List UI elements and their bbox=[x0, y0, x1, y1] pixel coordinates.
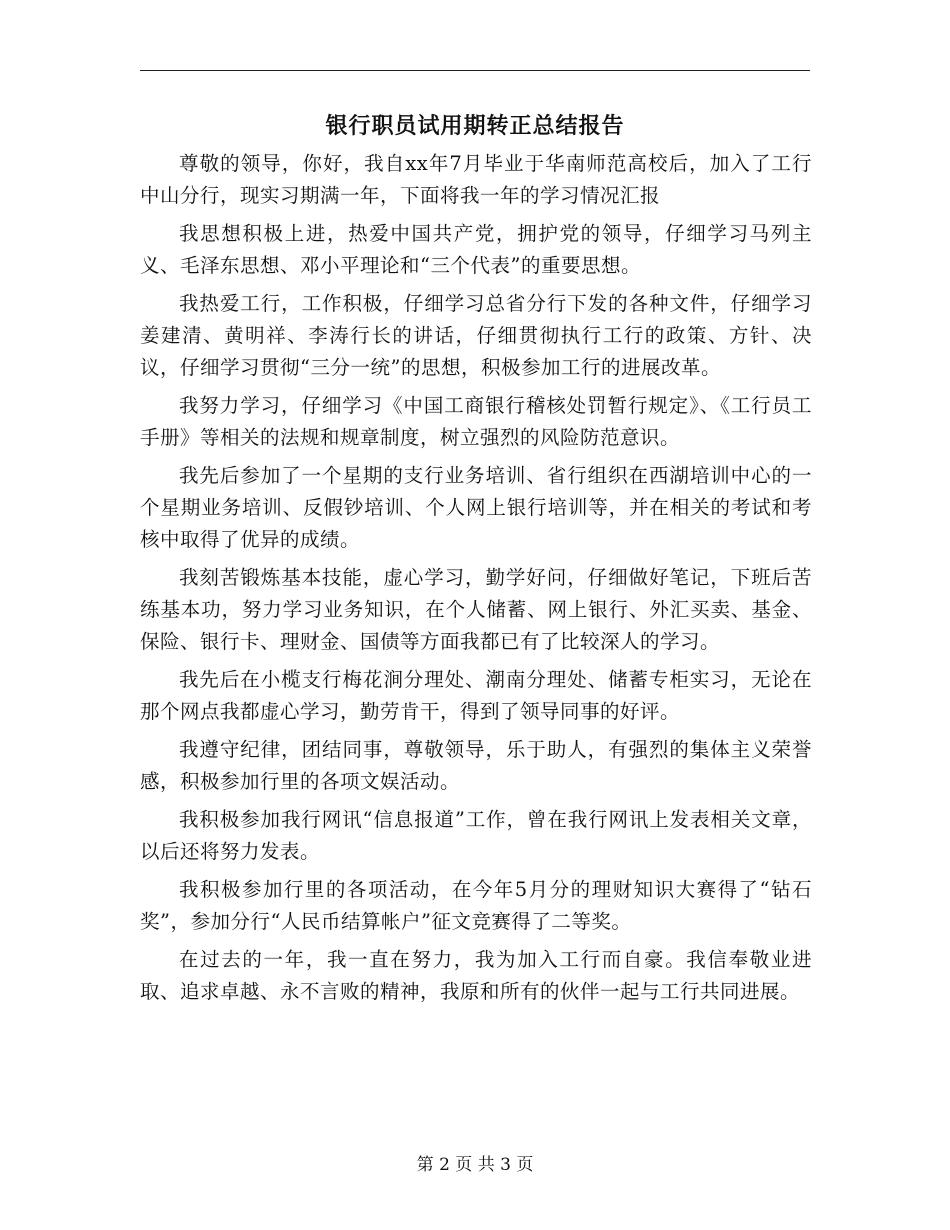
paragraph-5: 我先后参加了一个星期的支行业务培训、省行组织在西湖培训中心的一个星期业务培训、反假钞培训、个人网上银行培训等，并在相关的考试和考核中取得了优异的成绩。 bbox=[140, 464, 812, 551]
paragraph-6: 我刻苦锻炼基本技能，虚心学习，勤学好问，仔细做好笔记，下班后苦练基本功，努力学习业务知识，在个人储蓄、网上银行、外汇买卖、基金、保险、银行卡、理财金、国债等方面我都已有了比较深人的学习。 bbox=[140, 566, 812, 653]
document-body bbox=[140, 148, 812, 1014]
paragraph-4: 我努力学习，仔细学习《中国工商银行稽核处罚暂行规定》、《工行员工手册》等相关的法规和规章制度，树立强烈的风险防范意识。 bbox=[140, 394, 812, 449]
paragraph-1: 尊敬的领导，你好，我自xx年7月毕业于华南师范高校后，加入了工行中山分行，现实习期满一年，下面将我一年的学习情况汇报 bbox=[140, 152, 812, 207]
paragraph-8: 我遵守纪律，团结同事，尊敬领导，乐于助人，有强烈的集体主义荣誉感，积极参加行里的各项文娱活动。 bbox=[140, 738, 812, 793]
paragraph-7: 我先后在小榄支行梅花涧分理处、潮南分理处、储蓄专柜实习，无论在那个网点我都虚心学习，勤劳肯干，得到了领导同事的好评。 bbox=[140, 668, 812, 723]
paragraph-2: 我思想积极上进，热爱中国共产党，拥护党的领导，仔细学习马列主义、毛泽东思想、邓小平理论和“三个代表”的重要思想。 bbox=[140, 222, 812, 277]
paragraph-10: 我积极参加行里的各项活动，在今年5月分的理财知识大赛得了“钻石奖”，参加分行“人民币结算帐户”征文竞赛得了二等奖。 bbox=[140, 878, 812, 933]
page-number-footer: 第 2 页 共 3 页 bbox=[416, 1155, 534, 1175]
paragraph-11: 在过去的一年，我一直在努力，我为加入工行而自豪。我信奉敬业进取、追求卓越、永不言败的精神，我原和所有的伙伴一起与工行共同进展。 bbox=[140, 948, 812, 1003]
header-rule bbox=[140, 70, 810, 71]
paragraph-3: 我热爱工行，工作积极，仔细学习总省分行下发的各种文件，仔细学习姜建清、黄明祥、李涛行长的讲话，仔细贯彻执行工行的政策、方针、决议，仔细学习贯彻“三分一统”的思想，积极参加工行的进展改革。 bbox=[140, 292, 812, 379]
paragraph-9: 我积极参加我行网讯“信息报道”工作，曾在我行网讯上发表相关文章，以后还将努力发表。 bbox=[140, 808, 812, 863]
document-title: 银行职员试用期转正总结报告 bbox=[325, 113, 625, 139]
